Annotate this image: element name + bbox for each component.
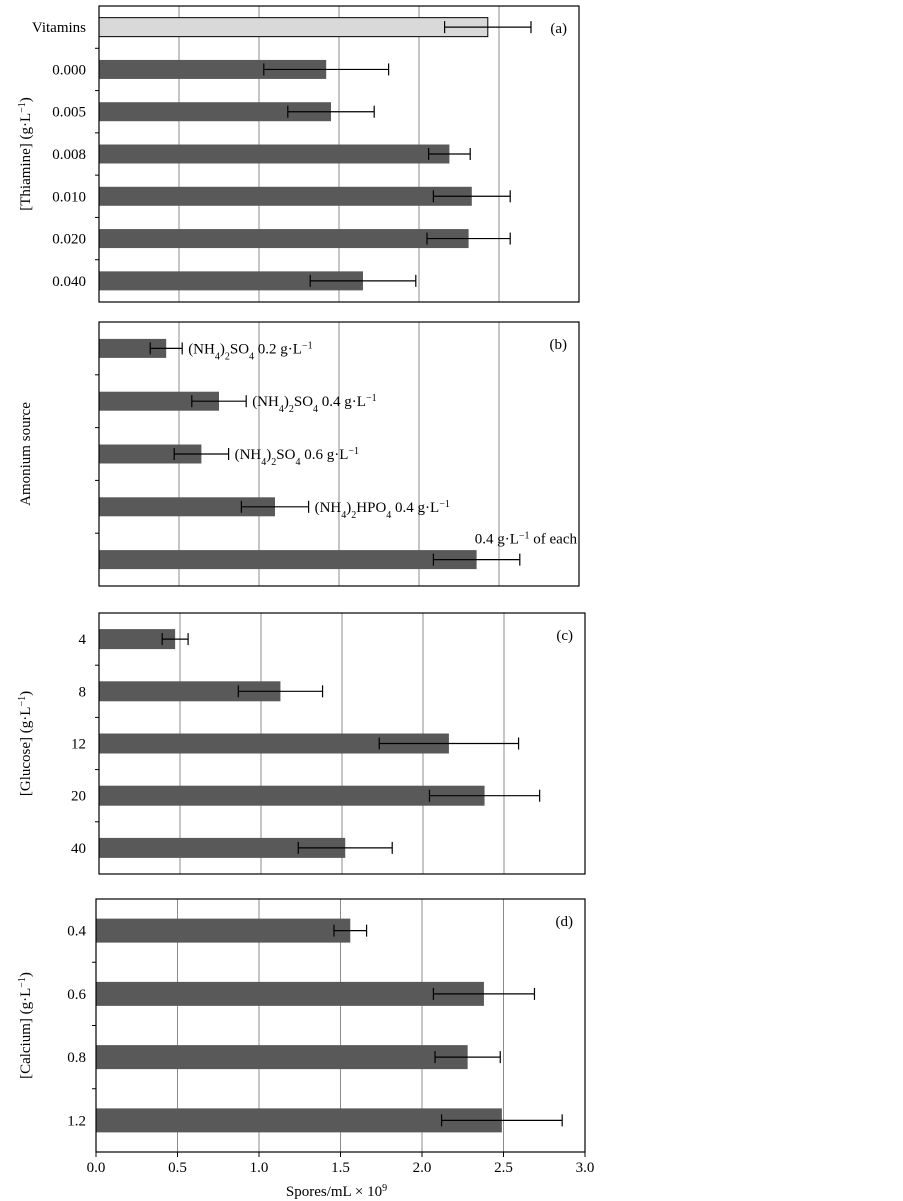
category-label: 0.000 <box>52 62 86 79</box>
category-label: Vitamins <box>31 20 86 37</box>
x-tick-label: 1.0 <box>249 1160 269 1176</box>
bar <box>96 919 350 943</box>
x-tick-label: 0.5 <box>168 1160 187 1176</box>
bar-annotation: $(NH_4)_2SO_4$ 0.2 $g\cdot L^{-1}$ <box>188 339 313 362</box>
bar-annotation: $(NH_4)_2HPO_4$ 0.4 $g\cdot L^{-1}$ <box>314 498 450 521</box>
bar-annotation: 0.4 $g\cdot L^{-1}$ of each <box>474 530 577 548</box>
x-tick-label: 2.0 <box>412 1160 432 1176</box>
bar-annotation: $(NH_4)_2SO_4$ 0.4 $g\cdot L^{-1}$ <box>252 392 377 415</box>
y-axis-label: [Thiamine] $(g\cdot L^{-1})$ <box>16 97 34 211</box>
category-label: 20 <box>71 788 86 805</box>
bar <box>96 982 484 1006</box>
category-label: 1.2 <box>67 1113 86 1130</box>
category-label: 0.010 <box>52 189 86 206</box>
category-label: 0.020 <box>52 231 86 248</box>
category-label: 8 <box>78 684 86 701</box>
category-label: 4 <box>78 632 86 649</box>
bar <box>99 145 449 164</box>
y-axis-label: [Calcium] $(g\cdot L^{-1})$ <box>16 972 34 1079</box>
category-label: 40 <box>71 840 86 857</box>
bar <box>99 187 472 206</box>
category-label: 0.005 <box>52 104 86 121</box>
panel-label: (a) <box>550 21 567 37</box>
category-label: 0.8 <box>67 1050 86 1067</box>
bar <box>96 1045 468 1069</box>
x-tick-label: 1.5 <box>331 1160 350 1176</box>
bar <box>99 229 469 248</box>
category-label: 0.4 <box>67 923 86 940</box>
category-label: 0.040 <box>52 273 86 290</box>
bar <box>99 786 485 806</box>
category-label: 12 <box>71 736 86 753</box>
panel-label: (b) <box>549 337 567 353</box>
bar <box>99 18 488 37</box>
panel-label: (d) <box>555 914 573 930</box>
y-axis-label: Amonium source <box>18 402 34 506</box>
x-tick-label: 2.5 <box>494 1160 513 1176</box>
panel-label: (c) <box>556 628 573 644</box>
x-tick-label: 3.0 <box>575 1160 595 1176</box>
y-axis-label: [Glucose] $(g\cdot L^{-1})$ <box>16 690 34 797</box>
bar <box>99 550 477 569</box>
bar-annotation: $(NH_4)_2SO_4$ 0.6 $g\cdot L^{-1}$ <box>234 445 360 468</box>
x-axis-label: Spores/mL × $10^9$ <box>285 1182 388 1200</box>
x-tick-label: 0.0 <box>86 1160 106 1176</box>
category-label: 0.6 <box>67 986 86 1003</box>
category-label: 0.008 <box>52 147 86 163</box>
